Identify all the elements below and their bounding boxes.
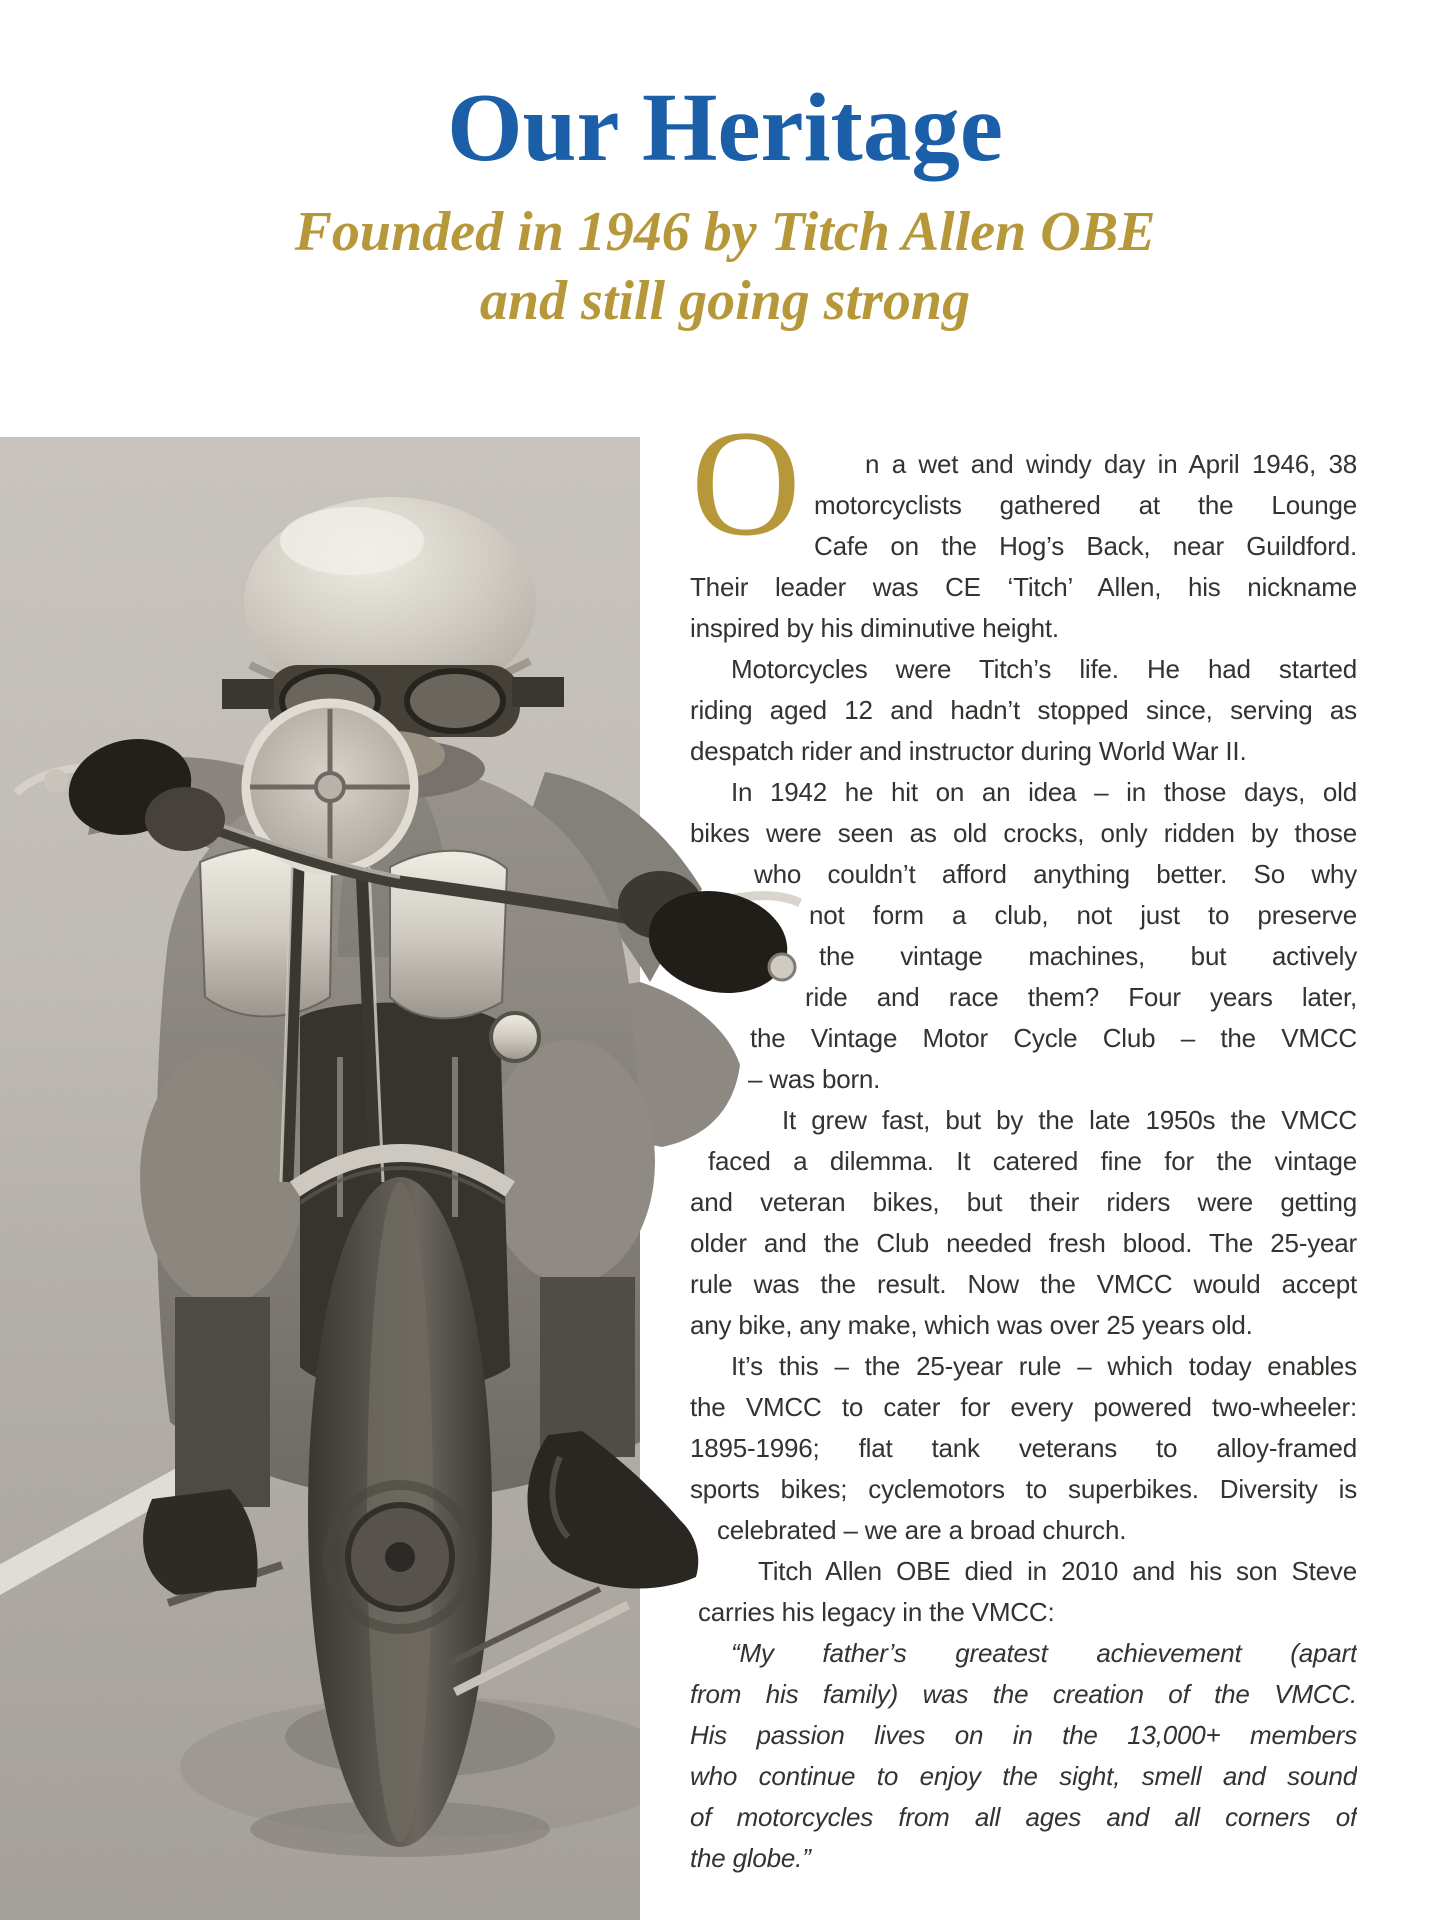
text-line: sports bikes; cyclemotors to superbikes. Diversity is xyxy=(690,1474,1357,1504)
page-title: Our Heritage xyxy=(447,74,1003,181)
text-line: who continue to enjoy the sight, smell and sound xyxy=(690,1761,1357,1791)
paragraph xyxy=(690,1633,1357,1879)
text-line: not form a club, not just to preserve xyxy=(809,900,1357,930)
paragraph xyxy=(690,1100,1357,1346)
text-line: the vintage machines, but actively xyxy=(819,941,1357,971)
text-line: Their leader was CE ‘Titch’ Allen, his nickname xyxy=(690,572,1357,602)
text-line: 1895-1996; flat tank veterans to alloy-framed xyxy=(690,1433,1357,1463)
paragraph xyxy=(690,772,1357,1100)
subtitle-line-2: and still going strong xyxy=(479,270,971,332)
text-line: bikes were seen as old crocks, only ridden by those xyxy=(690,818,1357,848)
drop-cap: O xyxy=(691,399,801,567)
paragraph xyxy=(690,649,1357,772)
text-line: ride and race them? Four years later, xyxy=(805,982,1357,1012)
paragraph xyxy=(690,444,1357,649)
text-line: rule was the result. Now the VMCC would accept xyxy=(690,1269,1357,1299)
text-line: and veteran bikes, but their riders were getting xyxy=(690,1187,1357,1217)
text-line: His passion lives on in the 13,000+ members xyxy=(690,1720,1357,1750)
text-line: Cafe on the Hog’s Back, near Guildford. xyxy=(814,531,1357,561)
paragraph xyxy=(690,1551,1357,1633)
text-line: It’s this – the 25-year rule – which today enables xyxy=(731,1351,1357,1381)
text-line: riding aged 12 and hadn’t stopped since, serving as xyxy=(690,695,1357,725)
text-line: from his family) was the creation of the VMCC. xyxy=(690,1679,1357,1709)
text-line: It grew fast, but by the late 1950s the VMCC xyxy=(782,1105,1357,1135)
text-line: In 1942 he hit on an idea – in those days, old xyxy=(731,777,1357,807)
text-line: despatch rider and instructor during World War II. xyxy=(690,736,1247,766)
text-line: inspired by his diminutive height. xyxy=(690,613,1059,643)
text-line: “My father’s greatest achievement (apart xyxy=(731,1638,1357,1668)
text-line: – was born. xyxy=(748,1064,881,1094)
text-line: the globe.” xyxy=(690,1843,811,1873)
paragraph xyxy=(690,1346,1357,1551)
text-line: n a wet and windy day in April 1946, 38 xyxy=(865,449,1357,479)
text-line: who couldn’t afford anything better. So why xyxy=(754,859,1357,889)
text-line: carries his legacy in the VMCC: xyxy=(698,1597,1055,1627)
text-line: older and the Club needed fresh blood. The 25-year xyxy=(690,1228,1357,1258)
article-body xyxy=(690,444,1357,1879)
page-subtitle xyxy=(0,198,1450,336)
text-line: the Vintage Motor Cycle Club – the VMCC xyxy=(750,1023,1357,1053)
subtitle-line-1: Founded in 1946 by Titch Allen OBE xyxy=(294,201,1156,263)
text-line: celebrated – we are a broad church. xyxy=(717,1515,1127,1545)
text-line: of motorcycles from all ages and all corners of xyxy=(690,1802,1357,1832)
text-line: motorcyclists gathered at the Lounge xyxy=(814,490,1357,520)
text-line: Motorcycles were Titch’s life. He had started xyxy=(731,654,1357,684)
text-line: any bike, any make, which was over 25 years old. xyxy=(690,1310,1253,1340)
text-line: faced a dilemma. It catered fine for the vintage xyxy=(708,1146,1357,1176)
text-line: the VMCC to cater for every powered two-wheeler: xyxy=(690,1392,1357,1422)
text-line: Titch Allen OBE died in 2010 and his son Steve xyxy=(758,1556,1357,1586)
